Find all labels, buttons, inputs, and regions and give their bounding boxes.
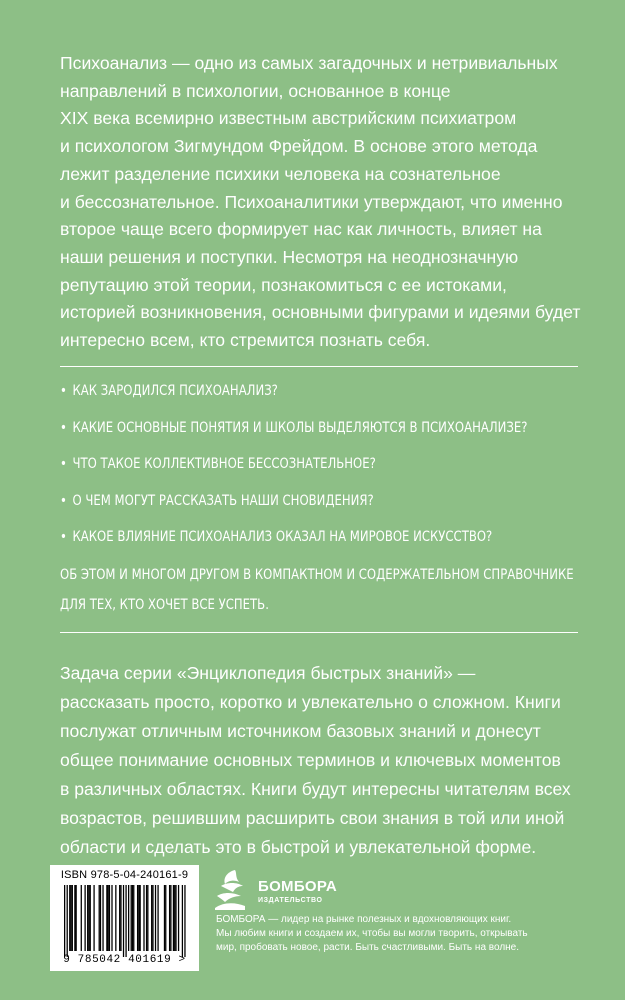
intro-line: репутацию этой теории, познакомиться с ее истоками,: [60, 274, 507, 295]
series-line: Задача серии «Энциклопедия быстрых знаний» —: [60, 663, 476, 683]
bullet-icon: •: [60, 528, 67, 545]
barcode-bar: [70, 885, 71, 951]
question-item: [60, 413, 528, 450]
question-text: О ЧЕМ МОГУТ РАССКАЗАТЬ НАШИ СНОВИДЕНИЯ?: [72, 491, 374, 509]
summary-line: ОБ ЭТОМ И МНОГОМ ДРУГОМ В КОМПАКТНОМ И СОДЕРЖАТЕЛЬНОМ СПРАВОЧНИКЕ: [60, 566, 574, 583]
bombora-wave-logo-icon: [213, 868, 255, 912]
barcode-bar: [132, 885, 133, 951]
barcode-bar: [147, 885, 148, 951]
divider-bottom: [60, 632, 578, 633]
question-text: КАКОЕ ВЛИЯНИЕ ПСИХОАНАЛИЗ ОКАЗАЛ НА МИРОВОЕ ИСКУССТВО?: [72, 528, 493, 545]
intro-line: историей возникновения, основными фигурами и идеями будет: [60, 302, 581, 323]
question-list: [60, 376, 585, 559]
intro-line: лежит разделение психики человека на сознательное: [60, 163, 501, 184]
barcode-bar: [87, 885, 88, 951]
barcode-bar: [146, 885, 147, 951]
barcode-bar: [84, 885, 85, 951]
barcode-bar: [67, 885, 68, 957]
barcode-bar: [170, 885, 171, 951]
barcode-bar: [173, 885, 174, 951]
barcode-bar: [108, 885, 109, 951]
barcode-bar: [119, 885, 120, 951]
question-item: [60, 376, 480, 413]
barcode-bar: [123, 885, 124, 957]
ean-right-group: 401619: [128, 954, 172, 966]
barcode-bar: [106, 885, 107, 951]
isbn-barcode: [50, 865, 199, 971]
barcode-bar: [111, 885, 112, 951]
barcode-bar: [184, 885, 185, 957]
barcode-bar: [99, 885, 100, 951]
publisher-description: [216, 913, 596, 955]
barcode-bar: [169, 885, 170, 951]
barcode-bar: [151, 885, 152, 951]
isbn-number: ISBN 978-5-04-240161-9: [60, 869, 189, 881]
barcode-bar: [100, 885, 101, 951]
barcode-bar: [90, 885, 91, 951]
barcode-bar: [140, 885, 141, 951]
barcode-bar: [174, 885, 175, 951]
barcode-bar: [137, 885, 138, 951]
bullet-icon: •: [60, 382, 67, 399]
intro-line: XIX века всемирно известным австрийским психиатром: [60, 108, 517, 129]
barcode-bar: [164, 885, 165, 951]
barcode-bar: [74, 885, 75, 951]
divider-top: [60, 366, 578, 367]
barcode-bar: [125, 885, 126, 957]
barcode-bar: [76, 885, 77, 951]
barcode-bar: [88, 885, 89, 951]
intro-line: Психоанализ — одно из самых загадочных и нетривиальных: [60, 53, 558, 73]
ean-left-group: 785042: [77, 954, 121, 966]
question-text: КАКИЕ ОСНОВНЫЕ ПОНЯТИЯ И ШКОЛЫ ВЫДЕЛЯЮТСЯ В ПСИХОАНАЛИЗЕ?: [72, 418, 528, 436]
barcode-bar: [131, 885, 132, 951]
question-text: КАК ЗАРОДИЛСЯ ПСИХОАНАЛИЗ?: [72, 382, 278, 399]
series-line: рассказать просто, коротко и увлекательно о сложном. Книги: [60, 692, 561, 712]
barcode-bar: [152, 885, 153, 951]
barcode-bar: [128, 885, 129, 951]
publisher-line: мир, пробовать новое, расти. Быть счастливыми. Быть на волне.: [216, 942, 520, 953]
intro-line: наши решения и поступки. Несмотря на неоднозначную: [60, 246, 519, 267]
publisher-subtitle: ИЗДАТЕЛЬСТВО: [258, 897, 323, 904]
summary-line: ДЛЯ ТЕХ, КТО ХОЧЕТ ВСЕ УСПЕТЬ.: [60, 596, 269, 613]
series-line: послужат отличным источником базовых знаний и донесут: [60, 721, 541, 741]
barcode-bar: [81, 885, 82, 951]
intro-line: второе чаще всего формирует нас как личность, влияет на: [60, 219, 542, 240]
barcode-bar: [155, 885, 156, 951]
barcode-bar: [165, 885, 166, 951]
barcode-bar: [157, 885, 158, 951]
barcode-bar: [138, 885, 139, 951]
bullet-icon: •: [60, 418, 67, 436]
intro-line: и бессознательное. Психоаналитики утверждают, что именно: [60, 191, 563, 212]
bullet-icon: •: [60, 455, 67, 472]
series-line: возрастов, решившим расширить свои знания в той или иной: [60, 808, 565, 828]
bullet-icon: •: [60, 491, 67, 509]
ean-end-marker: >: [178, 954, 186, 966]
series-line: в различных областях. Книги будут интересны читателям всех: [60, 779, 571, 799]
publisher-line: БОМБОРА — лидер на рынке полезных и вдохновляющих книг.: [216, 914, 512, 925]
question-text: ЧТО ТАКОЕ КОЛЛЕКТИВНОЕ БЕССОЗНАТЕЛЬНОЕ?: [72, 455, 376, 472]
barcode-bar: [69, 885, 70, 951]
barcode-bar: [143, 885, 144, 951]
barcode-bar: [175, 885, 176, 951]
intro-line: и психологом Зигмундом Фрейдом. В основе этого метода: [60, 136, 538, 157]
publisher-name: БОМБОРА: [258, 878, 338, 895]
series-line: общее понимание основных терминов и ключевых моментов: [60, 750, 561, 770]
barcode-bar: [178, 885, 179, 951]
barcode-bar: [182, 885, 183, 957]
question-item: [60, 522, 493, 559]
barcode-bar: [115, 885, 116, 951]
ean-digits: [50, 954, 199, 966]
ean-first-digit: 9: [63, 954, 71, 966]
intro-line: направлений в психологии, основанное в конце: [60, 80, 451, 101]
barcode-bar: [109, 885, 110, 951]
series-paragraph: [60, 659, 590, 862]
barcode-bar: [64, 885, 65, 957]
barcode-bar: [120, 885, 121, 951]
barcode-bar: [93, 885, 94, 951]
summary-text: [60, 560, 572, 620]
publisher-line: Мы любим книги и создаем их, чтобы вы могли творить, открывать: [216, 928, 528, 939]
intro-line: интересно всем, кто стремится познать себя.: [60, 330, 431, 351]
question-item: [60, 449, 480, 486]
barcode-bar: [133, 885, 134, 951]
question-item: [60, 486, 480, 523]
intro-paragraph: [60, 50, 580, 355]
series-line: области и сделать это в быстрой и увлекательной форме.: [60, 837, 537, 857]
barcode-bar: [72, 885, 73, 951]
barcode-bar: [102, 885, 103, 951]
